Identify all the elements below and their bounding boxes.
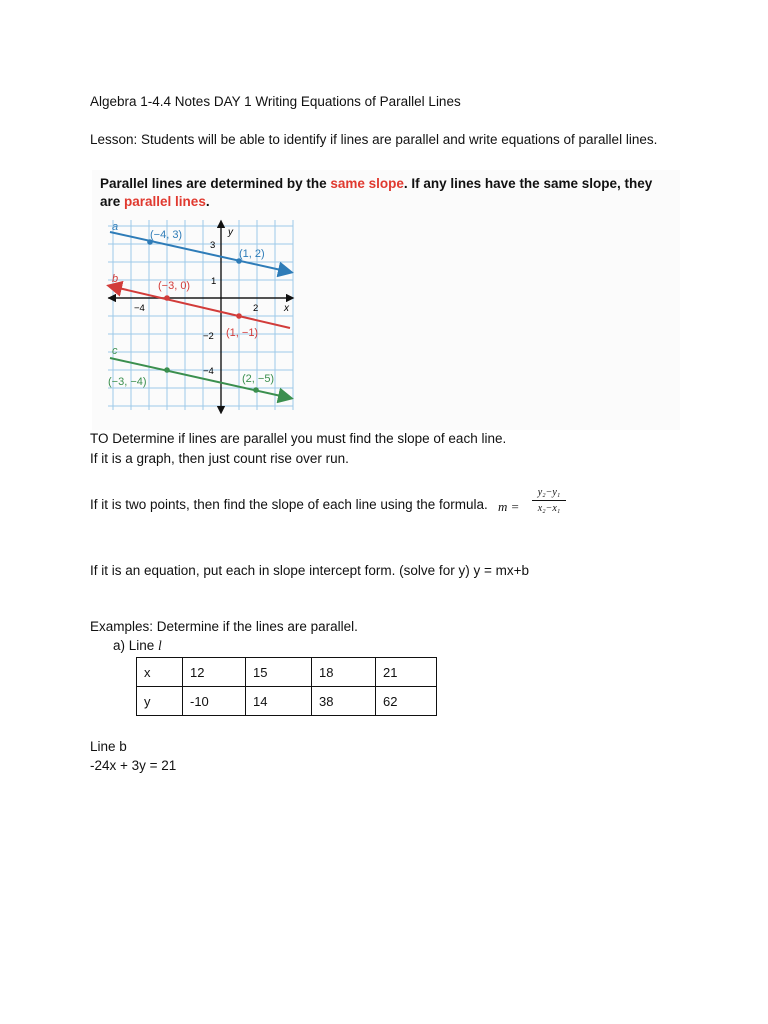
point-c1-label: (−3, −4) xyxy=(108,376,147,388)
tick-label-y-neg4: −4 xyxy=(203,366,214,377)
line-b-heading: Line b xyxy=(90,739,127,754)
point-c1 xyxy=(164,367,170,373)
table-cell: 14 xyxy=(246,687,312,716)
equation-instruction: If it is an equation, put each in slope intercept form. (solve for y) y = mx+b xyxy=(90,563,529,578)
table-cell: 15 xyxy=(246,658,312,687)
point-b2-label: (1, −1) xyxy=(226,327,259,339)
heading-highlight-parallel-lines: parallel lines xyxy=(124,194,206,209)
tick-label-y-neg2: −2 xyxy=(203,331,214,342)
two-points-instruction: If it is two points, then find the slope of each line using the formula. xyxy=(90,497,488,512)
formula-numerator: y₂−y₁ xyxy=(532,487,566,501)
x-axis-label: x xyxy=(284,303,289,314)
table-cell: y xyxy=(137,687,183,716)
point-c2 xyxy=(253,387,259,393)
line-b-equation: -24x + 3y = 21 xyxy=(90,758,177,773)
examples-heading: Examples: Determine if the lines are parallel. xyxy=(90,619,358,634)
table-cell: 18 xyxy=(312,658,376,687)
table-cell: x xyxy=(137,658,183,687)
point-b2 xyxy=(236,313,242,319)
formula-fraction xyxy=(532,487,566,516)
determine-instruction-1: TO Determine if lines are parallel you must find the slope of each line. xyxy=(90,431,507,446)
tick-label-x-neg4: −4 xyxy=(134,303,145,314)
table-cell: 38 xyxy=(312,687,376,716)
y-axis-label: y xyxy=(228,227,233,238)
heading-text: Parallel lines are determined by the xyxy=(100,176,331,191)
point-b1 xyxy=(164,295,170,301)
coordinate-graph xyxy=(106,218,296,414)
table-cell: -10 xyxy=(183,687,246,716)
heading-text: . xyxy=(205,194,210,209)
formula-denominator: x₂−x₁ xyxy=(537,503,561,514)
table-cell: 21 xyxy=(376,658,437,687)
point-a2-label: (1, 2) xyxy=(239,248,265,260)
table-row xyxy=(137,687,437,716)
line-variable: l xyxy=(158,638,162,653)
values-table xyxy=(136,657,437,716)
tick-label-y-1: 1 xyxy=(211,276,217,287)
heading-text: . If any lines have the same slope, they xyxy=(403,176,653,191)
line-a-label: a xyxy=(112,221,119,233)
point-a1-label: (−4, 3) xyxy=(150,229,183,241)
heading-highlight-same-slope: same slope xyxy=(330,176,404,191)
point-c2-label: (2, −5) xyxy=(242,373,275,385)
table-cell: 12 xyxy=(183,658,246,687)
tick-label-x-2: 2 xyxy=(253,303,259,314)
point-b1-label: (−3, 0) xyxy=(158,280,191,292)
table-row xyxy=(137,658,437,687)
heading-text: are xyxy=(100,194,125,209)
figure-heading xyxy=(100,175,652,211)
page-title: Algebra 1-4.4 Notes DAY 1 Writing Equations of Parallel Lines xyxy=(90,94,461,109)
line-c-label: c xyxy=(112,345,118,357)
parallel-lines-figure xyxy=(92,170,680,430)
determine-instruction-2: If it is a graph, then just count rise over run. xyxy=(90,451,349,466)
part-a-text: a) Line xyxy=(113,638,159,653)
tick-label-y-3: 3 xyxy=(210,240,216,251)
lesson-objective: Lesson: Students will be able to identify if lines are parallel and write equations of parallel lines. xyxy=(90,132,658,147)
part-a-label xyxy=(113,637,162,655)
line-b-label: b xyxy=(112,273,119,285)
formula-m: m = xyxy=(498,499,520,514)
table-cell: 62 xyxy=(376,687,437,716)
